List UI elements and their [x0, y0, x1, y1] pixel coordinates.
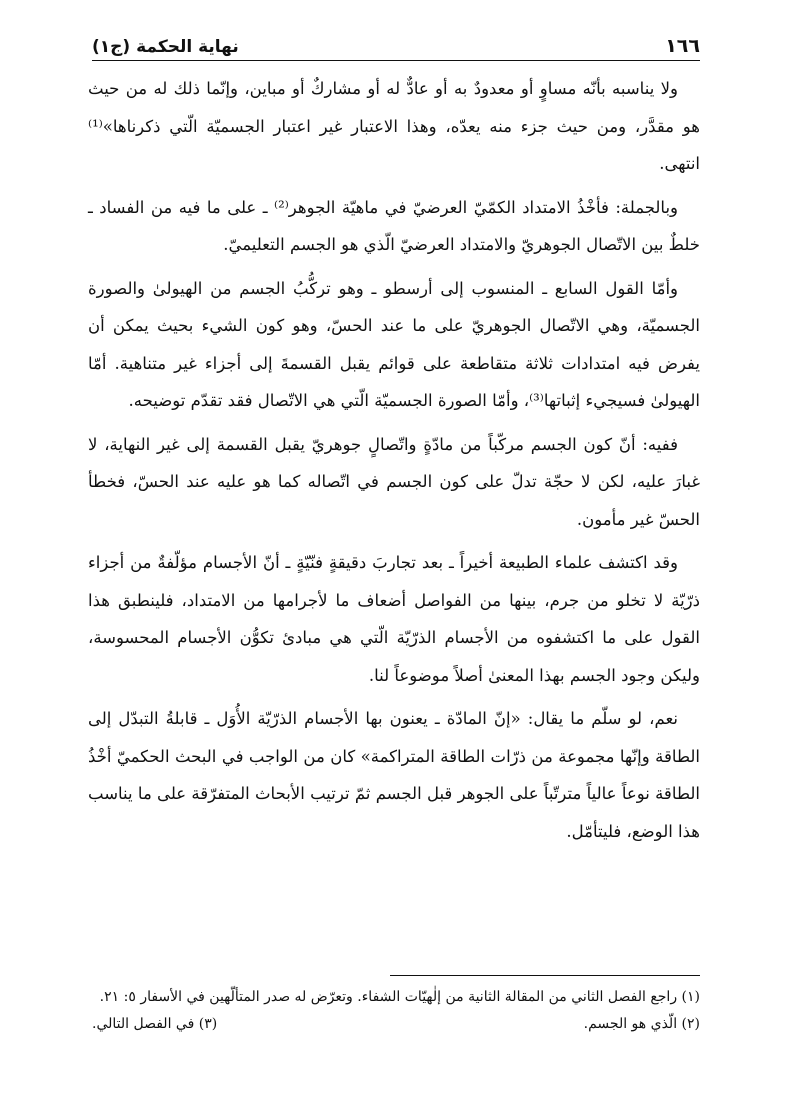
- paragraph: ففيه: أنّ كون الجسم مركّباً من مادّةٍ واتّصالٍ جوهريّ يقبل القسمة إلى غير النهاية، لا غبارَ عليه، لكن لا حجّة تدلّ على كون الجسم في اتّصاله كما هو عليه عند الحسّ، فخطأ الحسّ غير مأمون.: [88, 434, 700, 529]
- paragraph: ولا يناسبه بأنّه مساوٍ أو معدودٌ به أو عادٌّ له أو مشاركٌ أو مباين، وإنّما ذلك له من حيث هو مقدَّر، ومن حيث جزء منه يعدّه، وهذا الاعتبار غير اعتبار الجسميّة الّتي ذكرناها»⁽¹⁾ انتهى.: [88, 79, 700, 173]
- paragraph: وأمّا القول السابع ـ المنسوب إلى أرسطو ـ وهو تركُّبُ الجسم من الهيولىٰ والصورة الجسميّة، وهي الاتّصال الجوهريّ على ما عند الحسّ، وهو كون الشيء بحيث يمكن أن يفرض فيه امتدادات ثلاثة متقاطعة على قوائم يقبل القسمةَ إلى أجزاء غير متناهية. أمّا الهيولىٰ فسيجيء إثباتها⁽³⁾، وأمّا الصورة الجسميّة الّتي هي الاتّصال فقد تقدّم توضيحه.: [88, 278, 700, 410]
- paragraph: وقد اكتشف علماء الطبيعة أخيراً ـ بعد تجاربَ دقيقةٍ فنّيّةٍ ـ أنّ الأجسام مؤلّفةٌ من أجزاء ذرّيّة لا تخلو من جرم، بينها من الفواصل أضعاف ما لأجرامها من الامتداد، فلينطبق هذا القول على ما اكتشفوه من الأجسام الذرّيّة الّتي هي مبادئ تكوُّن الأجسام المحسوسة، وليكن وجود الجسم بهذا المعنىٰ أصلاً موضوعاً لنا.: [88, 553, 700, 685]
- footnote-3: (٣) في الفصل التالي.: [92, 1016, 218, 1032]
- footnote-1: (١) راجع الفصل الثاني من المقالة الثانية من إلٰهيّات الشفاء. وتعرّض له صدر المتألّهين في الأسفار ٥: ٢١.: [99, 989, 700, 1005]
- page-number: ١٦٦: [665, 35, 700, 57]
- paragraph: نعم، لو سلّم ما يقال: «إنّ المادّة ـ يعنون بها الأجسام الذرّيّة الأُوَل ـ قابلةُ التبدّل إلى الطاقة وإنّها مجموعة من ذرّات الطاقة المتراكمة» كان من الواجب في البحث الحكميّ أخْذُ الطاقة نوعاً عالياً مترتّباً على الجوهر قبل الجسم ثمّ ترتيب الأبحاث المتفرّقة على ما يناسب هذا الوضع، فليتأمّل.: [88, 709, 700, 841]
- footnotes: [88, 984, 700, 1038]
- book-title: نهاية الحكمة (ج١): [92, 37, 239, 57]
- footnote-row: [88, 1011, 700, 1038]
- running-header: [92, 30, 700, 61]
- footnote-divider: [390, 975, 700, 976]
- footnote-2: (٢) الّذي هو الجسم.: [583, 1016, 700, 1032]
- paragraph: وبالجملة: فأخْذُ الامتداد الكمّيّ العرضيّ في ماهيّة الجوهر⁽²⁾ ـ على ما فيه من الفساد ـ خلطٌ بين الاتّصال الجوهريّ والامتداد العرضيّ الّذي هو الجسم التعليميّ.: [88, 197, 700, 254]
- main-text: [88, 70, 700, 856]
